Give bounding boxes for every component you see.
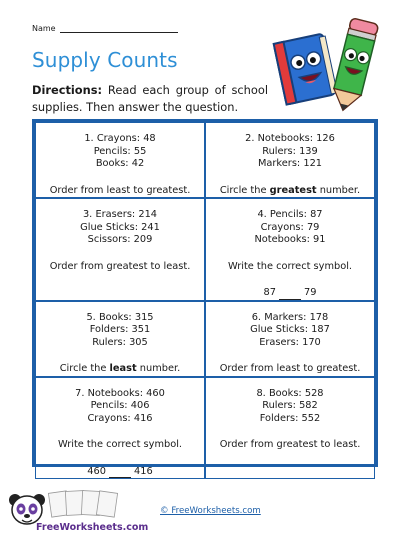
panda-logo-icon: [9, 494, 45, 524]
pencil-character-icon: [329, 18, 378, 114]
problem-7-item: Pencils: 406: [90, 400, 150, 411]
problem-8: [205, 377, 375, 480]
problem-8-item: Folders: 552: [259, 412, 321, 424]
worksheet-pages-icon: [48, 491, 117, 518]
problem-3-first-item: 3. Erasers: 214: [82, 209, 158, 220]
problem-7-item: Crayons: 416: [87, 412, 153, 424]
school-supplies-clipart: [270, 16, 390, 114]
name-row: [32, 24, 178, 33]
problem-4-first-item: 4. Pencils: 87: [257, 209, 323, 220]
problem-4-item: Notebooks: 91: [254, 234, 326, 245]
problem-7-compare: [87, 466, 152, 479]
compare-right: 79: [304, 287, 317, 298]
compare-right: 416: [134, 465, 153, 477]
problem-6-question: Order from least to greatest.: [219, 363, 361, 374]
symbol-blank[interactable]: [279, 291, 301, 300]
problem-1-item: Books: 42: [95, 158, 145, 169]
directions-lead: Directions:: [32, 83, 103, 97]
problem-1-first-item: 1. Crayons: 48: [84, 133, 156, 144]
logo-text: FreeWorksheets.com: [36, 522, 149, 533]
problem-6-first-item: 6. Markers: 178: [251, 311, 329, 323]
problem-2: [205, 122, 375, 198]
problem-8-question: Order from greatest to least.: [219, 439, 361, 450]
symbol-blank[interactable]: [109, 469, 131, 478]
problem-1: [35, 122, 205, 198]
problem-6: [205, 301, 375, 377]
problem-3-item: Scissors: 209: [87, 234, 153, 245]
problem-2-question: Circle the greatest number.: [219, 184, 361, 196]
problem-8-item: Rulers: 582: [262, 400, 318, 411]
problem-1-item: Pencils: 55: [93, 145, 147, 157]
name-line[interactable]: [60, 25, 178, 33]
compare-left: 460: [87, 465, 106, 477]
freeworksheets-logo: [6, 488, 149, 534]
problem-7-question: Write the correct symbol.: [57, 439, 183, 450]
notebook-character-icon: [274, 33, 338, 104]
directions: [32, 82, 268, 116]
problem-8-first-item: 8. Books: 528: [256, 387, 324, 399]
problem-4: [205, 198, 375, 301]
problem-5-item: Folders: 351: [89, 324, 151, 335]
directions-text: Read each group of school supplies. Then answer the question.: [32, 83, 268, 114]
problem-2-first-item: 2. Notebooks: 126: [245, 133, 335, 144]
problem-5-question: Circle the least number.: [59, 363, 181, 374]
problem-6-item: Glue Sticks: 187: [250, 324, 330, 335]
problem-4-question: Write the correct symbol.: [227, 260, 353, 272]
name-label: Name: [32, 24, 56, 33]
problem-7-first-item: 7. Notebooks: 460: [75, 387, 165, 399]
problem-7: [35, 377, 205, 480]
problem-3-question: Order from greatest to least.: [49, 260, 191, 272]
problem-6-item: Erasers: 170: [259, 336, 321, 348]
problem-4-item: Crayons: 79: [260, 221, 320, 233]
problem-5: [35, 301, 205, 377]
page-title: Supply Counts: [32, 48, 178, 72]
problem-5-item: Rulers: 305: [92, 336, 148, 348]
problem-3-item: Glue Sticks: 241: [80, 221, 160, 233]
problem-2-item: Markers: 121: [257, 158, 323, 169]
problem-grid: [32, 119, 378, 477]
problem-1-question: Order from least to greatest.: [49, 184, 191, 196]
problem-5-first-item: 5. Books: 315: [86, 311, 154, 323]
credit-link[interactable]: © FreeWorksheets.com: [160, 506, 261, 516]
problem-2-item: Rulers: 139: [262, 145, 318, 157]
problem-4-compare: [264, 287, 317, 300]
problem-3: [35, 198, 205, 301]
compare-left: 87: [263, 287, 276, 298]
